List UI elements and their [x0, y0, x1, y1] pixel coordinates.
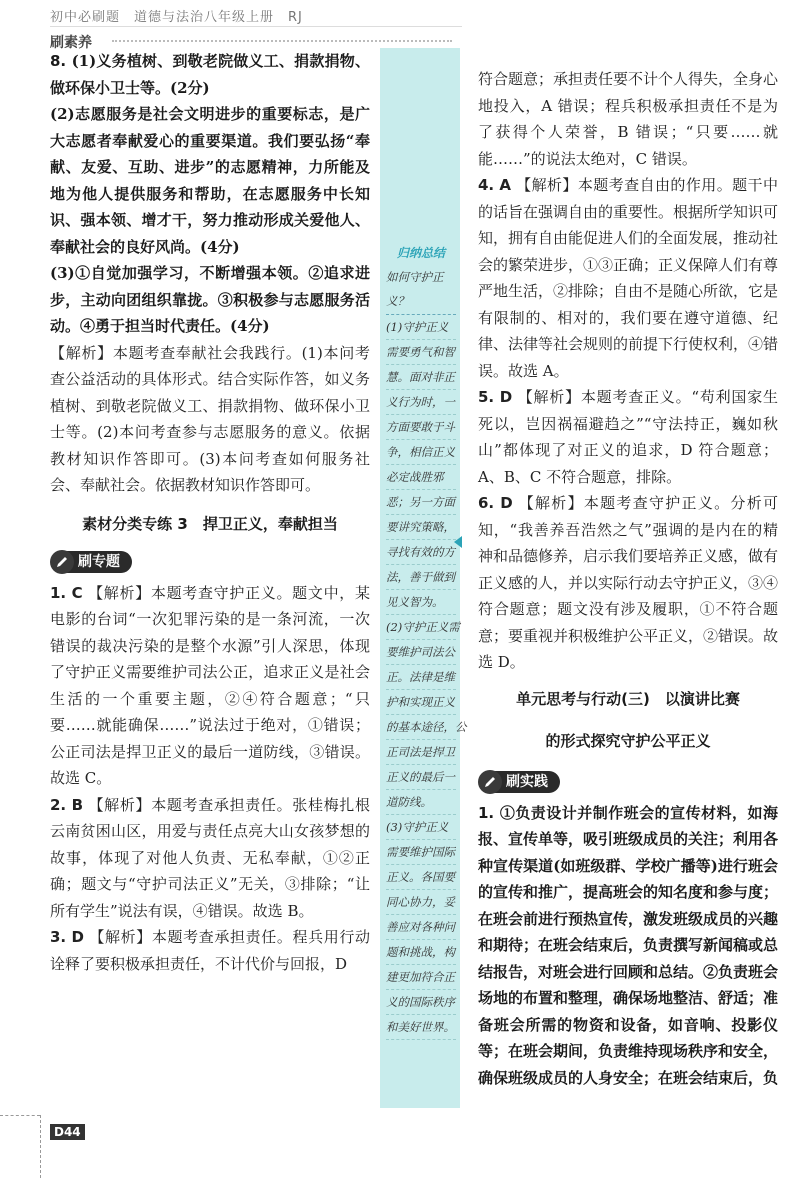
pen-icon [478, 770, 502, 794]
left-column [50, 48, 370, 977]
corner-guide [0, 1115, 40, 1116]
badge-shua-zhuanti: 刷专题 [50, 550, 132, 574]
practice-1: 1. ①负责设计并制作班会的宣传材料，如海报、宣传单等，吸引班级成员的关注；利用各种宣传渠道(如班级群、学校广播等)进行班会的宣传和推广，提高班会的知名度和参与度；在班会前进行预热宣传，激发班级成员的兴趣和期待；在班会结束后，负责撰写新闻稿或总结报告，对班会进行回顾和总结。②负责班会场地的布置和整理，确保场地整洁、舒适；准备班会所需的物资和设备，如音响、投影仪等；在班会期间，负责维持现场秩序和安全，确保班级成员的人身安全；在班会结束后，负 [478, 803, 779, 1087]
item-5: 5. D 【解析】本题考查正义。“苟利国家生死以，岂因祸福避趋之”“守法持正，巍如秋山”都体现了对正义的追求，D 符合题意；A、B、C 不符合题意，排除。 [478, 388, 778, 486]
corner-guide [40, 1115, 41, 1178]
item-4: 4. A 【解析】本题考查自由的作用。题干中的话旨在强调自由的重要性。根据所学知识可知，拥有自由能促进人们的全面发展，推动社会的繁荣进步，①③正确；正义保障人们有尊严地生活，②排除；自由不是随心所欲，它是有限制的、相对的，我们要在遵守道德、纪律、法律等社会规则的前提下行使权利，④错误。故选 A。 [478, 176, 779, 380]
sidebar-line: 正。法律是维 [386, 665, 456, 690]
item-6: 6. D 【解析】本题考查守护正义。分析可知，“我善养吾浩然之气”强调的是内在的精神和品德修养，启示我们要培养正义感，做有正义感的人，并以实际行动去守护正义，③④符合题意；题文没有涉及履职，①不符合题意；要重视并积极维护公平正义，②错误。故选 D。 [478, 494, 779, 671]
q8-part3: (3)①自觉加强学习，不断增强本领。②追求进步，主动向团组织靠拢。③积极参与志愿服务活动。④勇于担当时代责任。(4分) [50, 264, 370, 335]
sidebar-line: 恶；另一方面 [386, 490, 456, 515]
sidebar-line: 和美好世界。 [386, 1015, 456, 1040]
sidebar-line: 法，善于做到 [386, 565, 456, 590]
sidebar-line: 要维护司法公 [386, 640, 456, 665]
sidebar-line: 寻找有效的方 [386, 540, 456, 565]
sidebar-line: 护和实现正义 [386, 690, 456, 715]
sidebar-line: 建更加符合正 [386, 965, 456, 990]
summary-sidebar-content [386, 244, 467, 1040]
item-2: 2. B 【解析】本题考查承担责任。张桂梅扎根云南贫困山区，用爱与责任点亮大山女孩梦想的故事，体现了对他人负责、无私奉献，①②正确；题文与“守护司法正义”无关，③排除；“让所有学生”说法有误，④错误。故选 B。 [50, 795, 370, 920]
sidebar-line: 要讲究策略， [386, 515, 456, 540]
q8-number: 8. [50, 52, 67, 70]
sidebar-line: (1)守护正义 [386, 315, 456, 340]
sidebar-line: 正义的最后一 [386, 765, 456, 790]
sidebar-line: 需要勇气和智 [386, 340, 456, 365]
sidebar-line: 同心协力，妥 [386, 890, 456, 915]
unit-title-line1: 单元思考与行动(三) 以演讲比赛 [516, 689, 740, 708]
unit-title-line2: 的形式探究守护公平正义 [545, 731, 711, 750]
sidebar-line: 义的国际秩序 [386, 990, 456, 1015]
item-3-continued: 符合题意；承担责任要不计个人得失，全身心地投入，A 错误；程兵积极承担责任不是为了获得个人荣誉，B 错误；“只要……就能……”的说法太绝对，C 错误。 [478, 70, 779, 168]
dotted-rule [112, 40, 452, 42]
right-column [478, 66, 778, 1091]
running-header: 初中必刷题 道德与法治八年级上册 RJ [50, 10, 303, 25]
item-3: 3. D 【解析】本题考查承担责任。程兵用行动诠释了要积极承担责任，不计代价与回报，D [50, 928, 370, 973]
sidebar-line: (3)守护正义 [386, 815, 456, 840]
sidebar-line: 慧。面对非正 [386, 365, 456, 390]
q8-part1: 8. (1)义务植树、到敬老院做义工、捐款捐物、做环保小卫士等。(2分) [50, 52, 370, 97]
section-label: 刷素养 [50, 35, 92, 51]
sidebar-line: 见义智为。 [386, 590, 456, 615]
q8-part2: (2)志愿服务是社会文明进步的重要标志，是广大志愿者奉献爱心的重要渠道。我们要弘扬“奉献、友爱、互助、进步”的志愿精神，力所能及地为他人提供服务和帮助，在志愿服务中长知识、强本领、增才干，努力推动形成关爱他人、奉献社会的良好风尚。(4分) [50, 105, 370, 256]
header-rule [50, 26, 462, 27]
sidebar-line: 必定战胜邪 [386, 465, 456, 490]
sidebar-line: 需要维护国际 [386, 840, 456, 865]
sidebar-line: 正司法是捍卫 [386, 740, 456, 765]
sidebar-line: 义行为时，一 [386, 390, 456, 415]
badge-shua-shijian: 刷实践 [478, 770, 560, 794]
sidebar-question: 如何守护正义？ [386, 265, 456, 315]
sidebar-line: 道防线。 [386, 790, 456, 815]
page-number: D44 [50, 1124, 85, 1140]
pointer-arrow-icon [454, 536, 462, 548]
sidebar-line: 方面要敢于斗 [386, 415, 456, 440]
item-1: 1. C 【解析】本题考查守护正义。题文中，某电影的台词“一次犯罪污染的是一条河流，一次错误的裁决污染的是整个水源”引人深思，体现了守护正义需要维护司法公正，追求正义是社会生活的一个重要主题，②④符合题意；“只要……就能确保……”说法过于绝对，①错误；公正司法是捍卫正义的最后一道防线，③错误。故选 C。 [50, 583, 370, 787]
sidebar-line: 正义。各国要 [386, 865, 456, 890]
sidebar-line: 的基本途径，公 [386, 715, 456, 740]
sidebar-line: (2)守护正义需 [386, 615, 456, 640]
section-title-3: 素材分类专练 3 捍卫正义，奉献担当 [82, 514, 338, 533]
sidebar-line: 善应对各种问 [386, 915, 456, 940]
sidebar-line: 争，相信正义 [386, 440, 456, 465]
sidebar-title: 归纳总结 [396, 246, 445, 260]
pen-icon [50, 550, 74, 574]
q8-analysis: 【解析】本题考查奉献社会我践行。(1)本问考查公益活动的具体形式。结合实际作答，如义务植树、到敬老院做义工、捐款捐物、做环保小卫士等。(2)本问考查参与志愿服务的意义。依据教材知识作答即可。(3)本问考查如何服务社会、奉献社会。依据教材知识作答即可。 [50, 343, 370, 494]
sidebar-lines [386, 315, 467, 1040]
sidebar-line: 题和挑战，构 [386, 940, 456, 965]
